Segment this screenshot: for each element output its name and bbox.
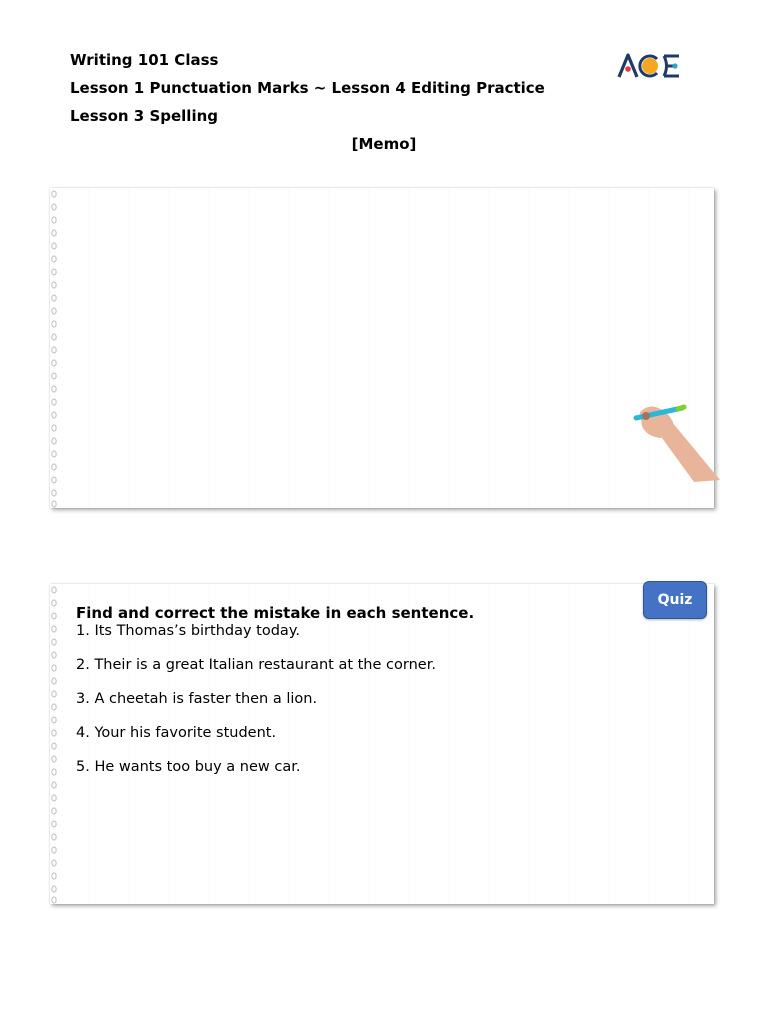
quiz-question: 3. A cheetah is faster then a lion. bbox=[76, 691, 318, 707]
quiz-button[interactable]: Quiz bbox=[643, 581, 707, 619]
quiz-heading: Find and correct the mistake in each sentence. bbox=[76, 604, 475, 622]
quiz-question: 5. He wants too buy a new car. bbox=[76, 759, 301, 775]
quiz-question: 4. Your his favorite student. bbox=[76, 725, 277, 741]
ace-logo-icon bbox=[617, 52, 683, 80]
lesson-line-1: Lesson 1 Punctuation Marks ~ Lesson 4 Editing Practice bbox=[70, 79, 545, 97]
quiz-card bbox=[50, 584, 714, 904]
quiz-question: 1. Its Thomas’s birthday today. bbox=[76, 623, 300, 639]
spiral-binding-icon bbox=[50, 188, 60, 508]
quiz-question: 2. Their is a great Italian restaurant at the corner. bbox=[76, 657, 436, 673]
lesson-line-2: Lesson 3 Spelling bbox=[70, 107, 219, 125]
memo-label: [Memo] bbox=[351, 135, 417, 153]
spiral-binding-icon bbox=[50, 584, 60, 904]
memo-area[interactable] bbox=[50, 188, 714, 508]
class-title: Writing 101 Class bbox=[70, 51, 219, 69]
hand-writing-icon bbox=[632, 400, 720, 484]
